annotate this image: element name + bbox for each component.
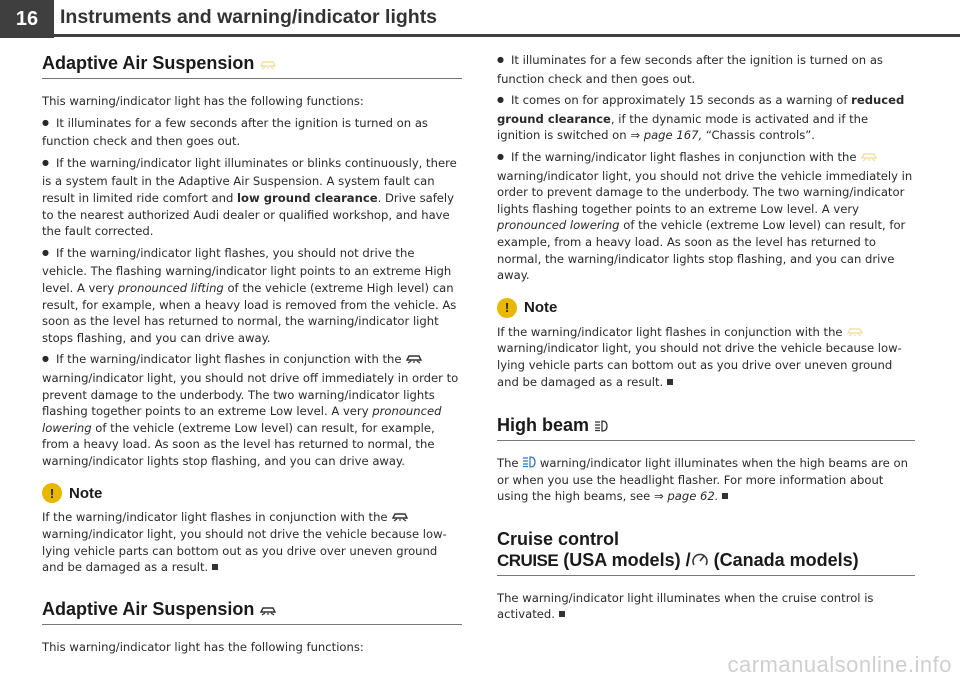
suspension-car-icon [391, 510, 409, 522]
suspension-car-icon [860, 150, 878, 162]
suspension-car-icon [846, 325, 864, 337]
note-header: ! Note [42, 483, 462, 503]
header-rule [54, 34, 960, 37]
section-title-cruise-control: Cruise control CRUISE (USA models) / (Canada models) [497, 529, 915, 576]
note-header: ! Note [497, 298, 915, 318]
high-beam-icon [522, 456, 536, 468]
note-text: If the warning/indicator light flashes in conjunction with the warning/indicator light, you should not drive the vehicle because low-lying vehicle parts can bottom out as you drive over uneven ground and be damaged as a result. [42, 510, 447, 575]
list-item: ● It illuminates for a few seconds after the ignition is turned on as function check and then goes out. [497, 52, 915, 87]
end-mark [722, 493, 728, 499]
warning-exclamation-icon: ! [42, 483, 62, 503]
end-mark [212, 564, 218, 570]
paragraph: This warning/indicator light has the following functions: [42, 94, 364, 108]
section-title-high-beam: High beam [497, 414, 915, 441]
list-item: ● If the warning/indicator light flashes, you should not drive the vehicle. The flashing warning/indicator light points to an extreme High level. A very pronounced lifting of the vehicle (extreme High level) can result, for example, when a heavy load is removed from the vehicle. As soon as the level has returned to normal, the warning/indicator light stops flashing, and you can drive away. [42, 245, 462, 347]
end-mark [667, 379, 673, 385]
watermark: carmanualsonline.info [727, 652, 952, 677]
end-mark [559, 611, 565, 617]
section-title-adaptive-air-suspension-2: Adaptive Air Suspension [42, 598, 462, 625]
page-reference-link[interactable]: ⇒ page 62. [653, 489, 719, 504]
high-beam-icon [594, 420, 608, 432]
suspension-car-icon [405, 352, 423, 364]
cruise-control-icon [691, 552, 709, 568]
page-number: 16 [0, 0, 54, 38]
list-item: ● If the warning/indicator light illuminates or blinks continuously, there is a system fault in the Adaptive Air Suspension. A system fault can result in limited ride comfort and low ground clearance. Drive safely to the nearest authorized Audi dealer or qualified workshop, and have the fault corrected. [42, 155, 462, 240]
paragraph: The warning/indicator light illuminates when the cruise control is activated. [497, 590, 874, 622]
page-reference-link[interactable]: ⇒ page 167, [630, 128, 703, 143]
suspension-car-icon [259, 58, 277, 70]
left-column [42, 52, 462, 660]
cruise-text-icon: CRUISE [497, 550, 559, 570]
chapter-title: Instruments and warning/indicator lights [60, 6, 438, 28]
section-title-adaptive-air-suspension-1: Adaptive Air Suspension [42, 52, 462, 79]
suspension-car-icon [259, 604, 277, 616]
warning-exclamation-icon: ! [497, 298, 517, 318]
list-item: ● If the warning/indicator light flashes in conjunction with the warning/indicator light, you should not drive the vehicle immediately in order to prevent damage to the underbody. The two warning/indicator lights flashing together points to an extreme Low level. A very pronounced lowering of the vehicle (extreme Low level) can result, for example, from a heavy load. As soon as the level has returned to normal, the warning/indicator lights stop flashing, and you can drive away. [497, 149, 915, 284]
note-text: If the warning/indicator light flashes in conjunction with the warning/indicator light, you should not drive the vehicle because low-lying vehicle parts can bottom out as you drive over uneven ground and be damaged as a result. [497, 324, 902, 389]
paragraph: The warning/indicator light illuminates when the high beams are on or when you use the headlight flasher. For more information about using the high beams, see ⇒ page 62. [497, 456, 908, 504]
paragraph: This warning/indicator light has the following functions: [42, 639, 364, 654]
list-item: ● It comes on for approximately 15 seconds as a warning of reduced ground clearance, if the dynamic mode is activated and if the ignition is switched on ⇒ page 167, “Chassis controls”. [497, 92, 915, 144]
list-item: ● It illuminates for a few seconds after the ignition is turned on as function check and then goes out. [42, 115, 462, 150]
list-item: ● If the warning/indicator light flashes in conjunction with the warning/indicator light, you should not drive off immediately in order to prevent damage to the underbody. The two warning/indicator lights flashing together points to an extreme Low level. A very pronounced lowering of the vehicle (extreme Low level) can result, for example, from a heavy load. As soon as the level has returned to normal, the warning/indicator lights stop flashing, and you can drive away. [42, 351, 462, 469]
right-column [497, 52, 915, 628]
